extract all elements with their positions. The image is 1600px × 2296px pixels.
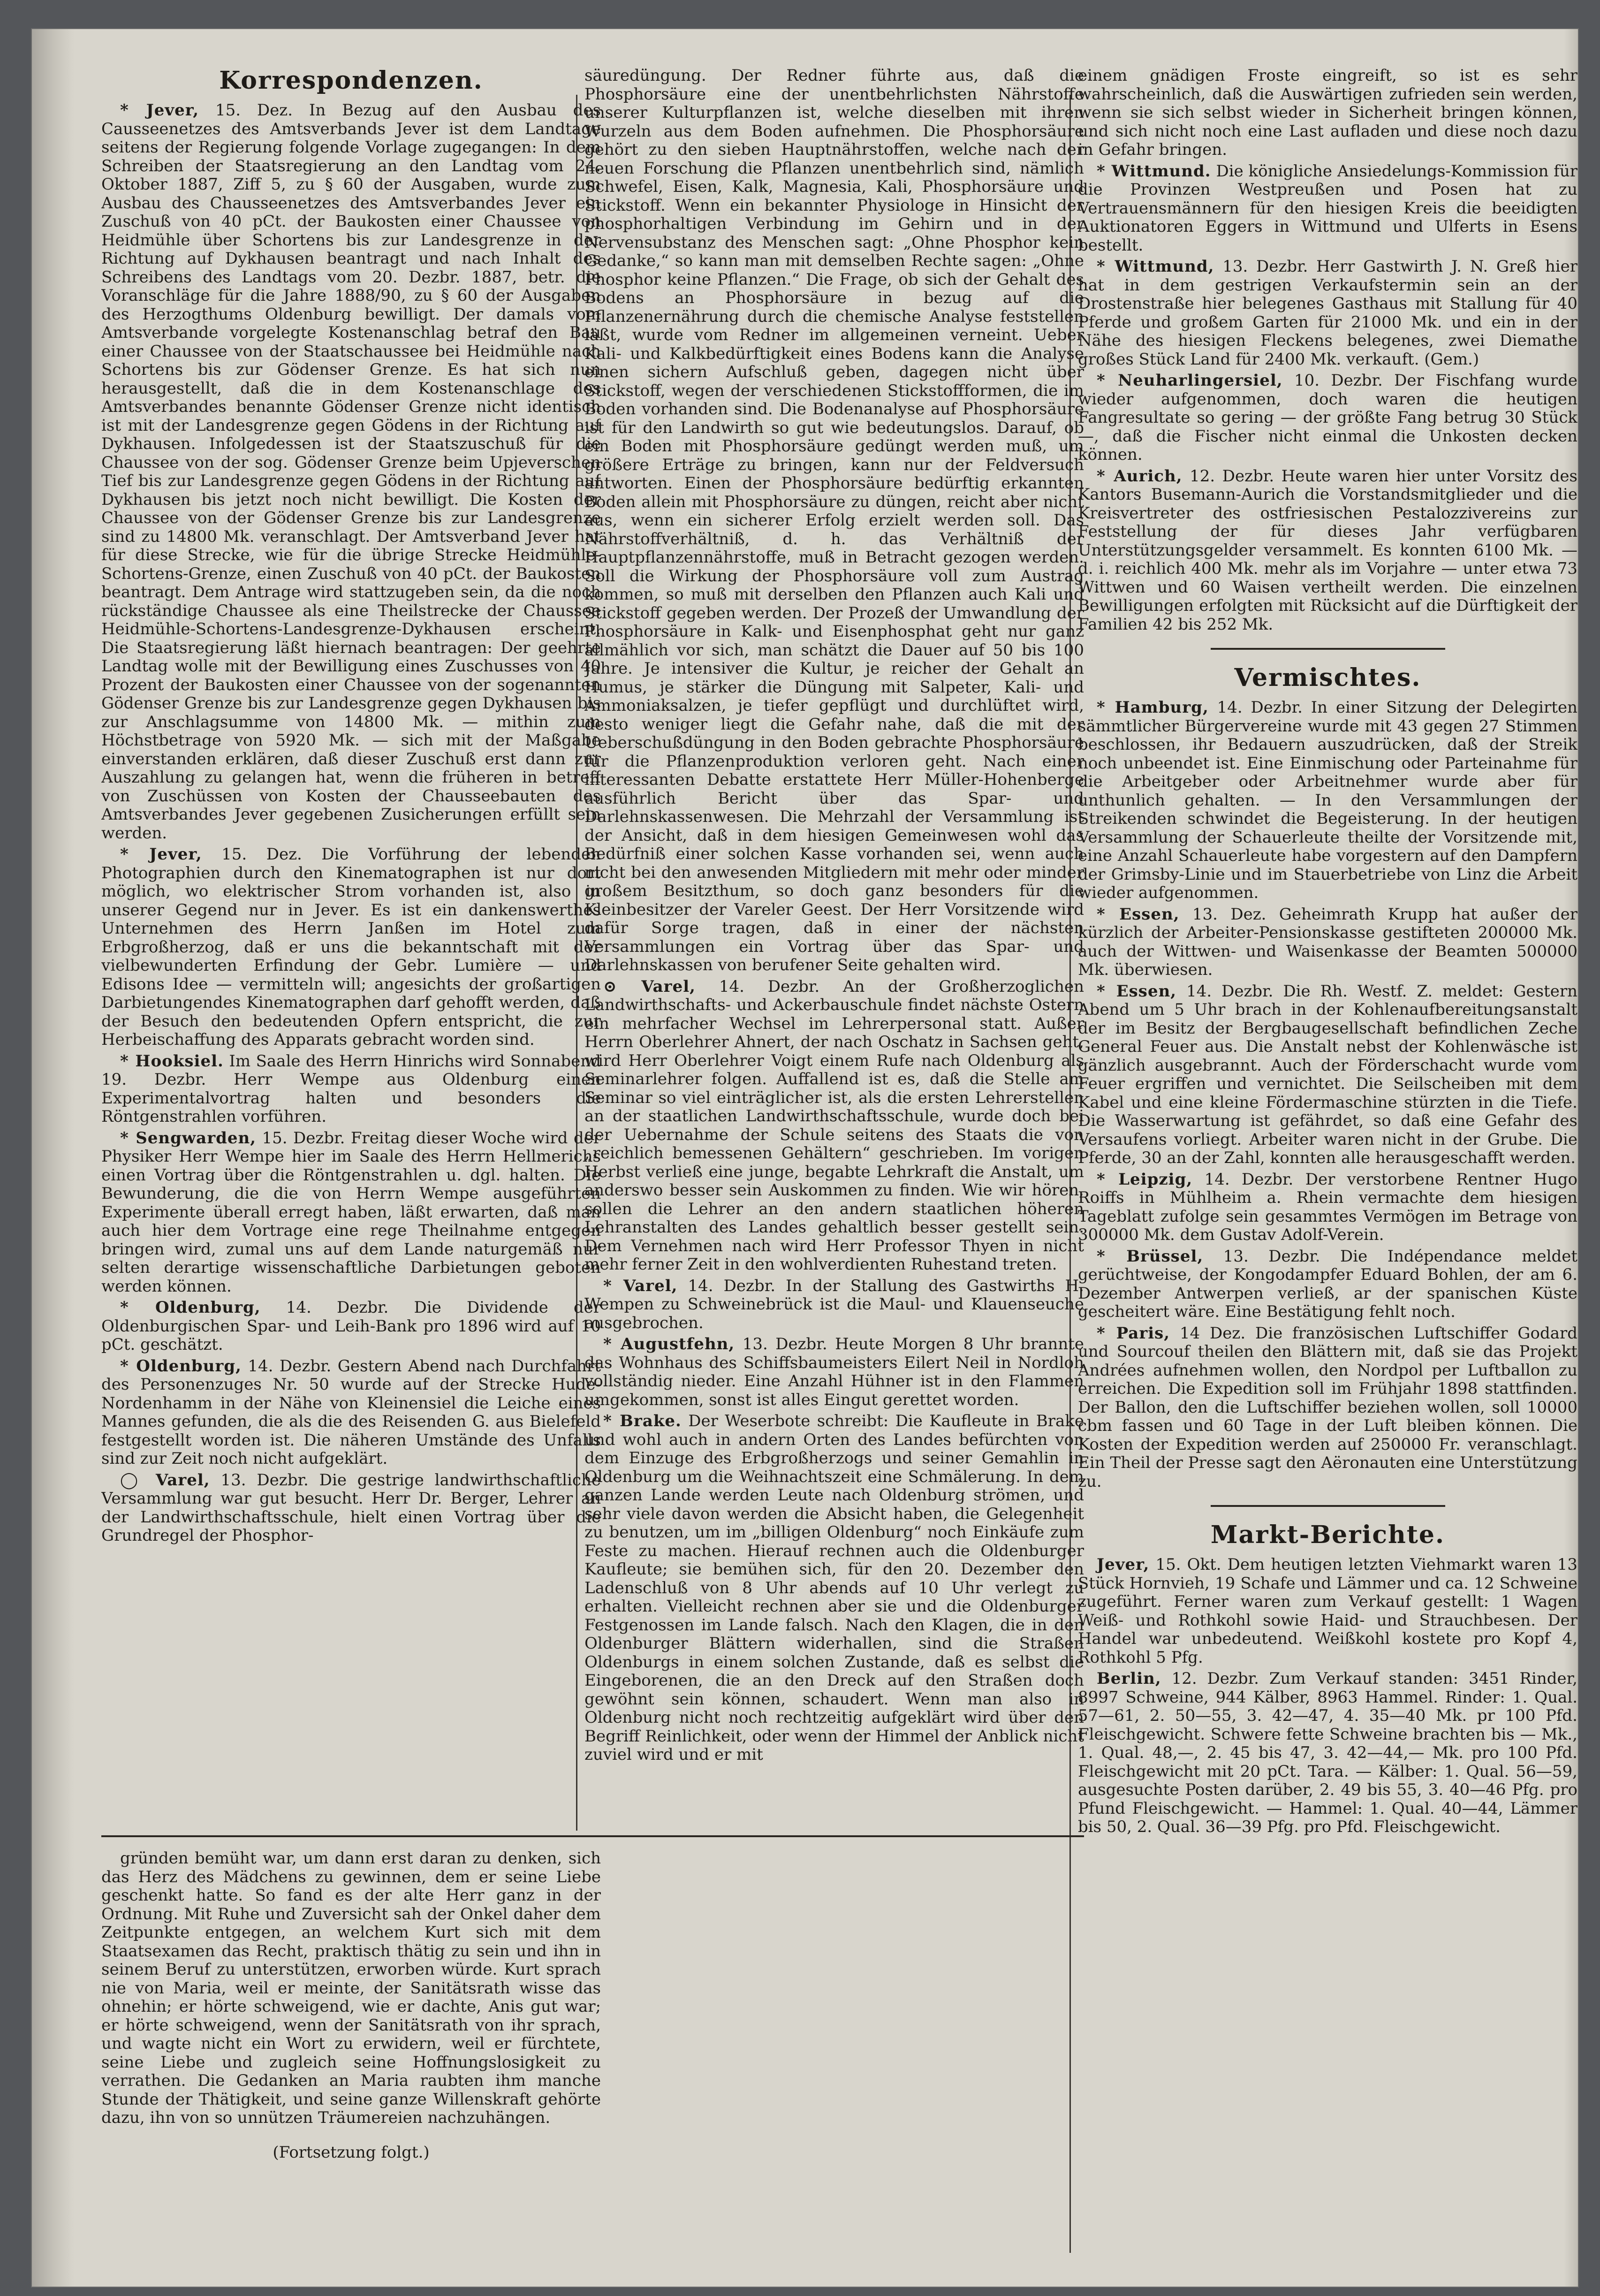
- article-dateline: * Leipzig,: [1097, 1170, 1193, 1189]
- article-dateline: * Varel,: [603, 1276, 678, 1295]
- article-dateline: * Oldenburg,: [120, 1298, 261, 1317]
- article-dateline: Berlin,: [1097, 1669, 1161, 1688]
- article-text: 15. Okt. Dem heutigen letzten Viehmarkt waren 13 Stück Hornvieh, 19 Schafe und Lämmer und ca. 12 Schweine zugeführt. Ferner waren zum Verkauf gestellt: 1 Wagen Weiß- und Rothkohl sowie Haid- und Strauchbesen. Der Handel war unbedeutend. Weißkohl kostete pro Kopf 4, Rothkohl 5 Pfg.: [1078, 1555, 1577, 1667]
- article-text: 13. Dezbr. Die gestrige landwirthschaftliche Versammlung war gut besucht. Herr Dr. Berger, Lehrer an der Landwirthschaftsschule, hielt einen Vortrag über die Grundregel der Phosphor-: [101, 1470, 601, 1545]
- article: [101, 101, 601, 843]
- article: [1078, 162, 1577, 255]
- section-rule: [1211, 648, 1445, 650]
- article-text: 14. Dezbr. In einer Sitzung der Delegirten sämmtlicher Bürgervereine wurde mit 43 gegen 27 Stimmen beschlossen, ihr Bedauern auszudrücken, daß der Streik noch unbeendet ist. Eine Einmischung oder Parteinahme für die Arbeitgeber oder Arbeitnehmer wurde aber für unthunlich gehalten. — In den Versammlungen der Streikenden schwindet die Begeisterung. In der heutigen Versammlung der Schauerleute theilte der Vorsitzende mit, eine Anzahl Schauerleute habe vorgestern auf den Dampfern der Grimsby-Linie und im Stauerbetriebe von Linz die Arbeit wieder aufgenommen.: [1078, 698, 1577, 902]
- article-dateline: * Brake.: [603, 1412, 682, 1430]
- article-list: [101, 101, 601, 1545]
- section-title-correspondence: Korrespondenzen.: [219, 67, 483, 95]
- article-text: 15. Dezbr. Freitag dieser Woche wird der Physiker Herr Wempe hier im Saale des Herrn Hellmerichs einen Vortrag über die Röntgenstrahlen u. dgl. halten. Die Bewunderung, die die von Herrn Wempe ausgeführten Experimente überall erregt haben, läßt erwarten, daß man auch hier dem Vortrage eine rege Theilnahme entgegen bringen wird, zumal uns auf dem Lande naturgemäß nur selten derartige wissenschaftliche Darbietungen geboten werden können.: [101, 1128, 601, 1296]
- article: [584, 1412, 1084, 1764]
- article-text: 14 Dez. Die französischen Luftschiffer Godard und Sourcouf theilen den Blättern mit, daß sie das Projekt Andrées aufnehmen wollen, den Nordpol per Luftballon zu erreichen. Die Expedition soll im Frühjahr 1898 stattfinden. Der Ballon, den die Luftschiffer beziehen wollen, soll 10000 cbm fassen und 60 Tage in der Luft bleiben können. Die Kosten der Expedition werden auf 250000 Fr. veranschlagt. Ein Theil der Presse sagt den Aëronauten eine Unterstützung zu.: [1078, 1323, 1577, 1491]
- article-text: 13. Dezbr. Heute Morgen 8 Uhr brannte das Wohnhaus des Schiffsbaumeisters Eilert Neil in Nordloh vollständig nieder. Eine Anzahl Hühner ist in den Flammen umgekommen, sonst ist alles Eingut gerettet worden.: [584, 1335, 1084, 1409]
- article-text: 12. Dezbr. Heute waren hier unter Vorsitz des Kantors Busemann-Aurich die Vorstandsmitglieder und die Kreisvertreter des ostfriesischen Pestalozzivereins zur Feststellung der für dieses Jahr verfügbaren Unterstützungsgelder versammelt. Es konnten 6100 Mk. — d. i. reichlich 400 Mk. mehr als im Vorjahre — unter etwa 73 Wittwen und 60 Waisen vertheilt werden. Die einzelnen Bewilligungen erfolgten mit Rücksicht auf die Dürftigkeit der Familien 42 bis 252 Mk.: [1078, 466, 1577, 634]
- article-text: einem gnädigen Froste eingreift, so ist es sehr wahrscheinlich, daß die Auswärtigen zufrieden sein werden, wenn sie sich selbst wieder in Sicherheit bringen können, und sich nicht noch eine Last aufladen und diese noch dazu in Gefahr bringen.: [1078, 67, 1577, 159]
- article-text: 13. Dez. Geheimrath Krupp hat außer der kürzlich der Arbeiter-Pensionskasse gestifteten 200000 Mk. auch der Wittwen- und Waisenkasse der Beamten 500000 Mk. überwiesen.: [1078, 905, 1577, 979]
- article-list: [1078, 1556, 1577, 1837]
- article-dateline: * Oldenburg,: [120, 1356, 242, 1376]
- article: [1078, 1171, 1577, 1245]
- article-list: [1078, 67, 1577, 634]
- article-list: [1078, 699, 1577, 1491]
- article: [1078, 982, 1577, 1168]
- article-dateline: * Essen,: [1097, 981, 1177, 1001]
- article: [1078, 905, 1577, 980]
- article-dateline: Jever,: [1097, 1555, 1150, 1574]
- article-text: 14. Dezbr. Gestern Abend nach Durchfahrt des Personenzuges Nr. 50 wurde auf der Strecke Hude-Nordenhamm in der Nähe von Kleinensiel die Leiche eines Mannes gefunden, die als die des Reisenden G. aus Bielefeld festgestellt worden ist. Die näheren Umstände des Unfalls sind zur Zeit noch nicht aufgeklärt.: [101, 1356, 601, 1468]
- article-dateline: * Jever,: [120, 845, 202, 864]
- section-title-market: Markt-Berichte.: [1210, 1521, 1445, 1549]
- article-text: 14. Dezbr. Die Dividende der Oldenburgischen Spar- und Leih-Bank pro 1896 wird auf 10 pCt. geschätzt.: [101, 1298, 601, 1354]
- article: [1078, 1670, 1577, 1837]
- article: [584, 67, 1084, 975]
- article-text: 14. Dezbr. Die Rh. Westf. Z. meldet: Gestern Abend um 5 Uhr brach in der Kohlenaufbereitungsanstalt der im Besitz der Bergbaugesellschaft befindlichen Zeche General Feuer aus. Die Anstalt nebst der Kohlenwäsche ist gänzlich ausgebrannt. Auch der Förderschacht wurde vom Feuer ergriffen und vernichtet. Die Seilscheiben mit dem Kabel und eine kleine Fördermaschine stürzten in die Tiefe. Die Wasserwartung ist gefährdet, so daß eine Gefahr des Versaufens vorliegt. Arbeiter waren nicht in der Grube. Die Pferde, 30 an der Zahl, konnten alle herausgeschafft werden.: [1078, 981, 1577, 1167]
- article-text: 13. Dezbr. Die Indépendance meldet gerüchtweise, der Kongodampfer Eduard Bohlen, der am 6. Dezember Antwerpen verließ, ar der spanischen Küste gescheitert wäre. Eine Bestätigung fehlt noch.: [1078, 1247, 1577, 1321]
- column-1: [101, 67, 601, 1826]
- article-dateline: * Hamburg,: [1097, 698, 1209, 717]
- article: [1078, 1556, 1577, 1667]
- article-text: Der Weserbote schreibt: Die Kaufleute in Brake und wohl auch in andern Orten des Landes befürchten von dem Einzuge des Erbgroßherzogs und seiner Gemahlin in Oldenburg um die Weihnachtszeit eine Schmälerung. In dem ganzen Lande werden Leute nach Oldenburg strömen, und sehr viele davon werden die Absicht haben, die Gelegenheit zu benutzen, um im „billigen Oldenburg“ noch Einkäufe zum Feste zu machen. Hierauf rechnen auch die Oldenburger Kaufleute; sie bemühen sich, für den 20. Dezember den Ladenschluß von 8 Uhr abends auf 10 Uhr verlegt zu erhalten. Vielleicht rechnen aber sie und die Oldenburger Festgenossen im Lande falsch. Nach den Klagen, die in den Oldenburger Blättern widerhallen, sind die Straßen Oldenburgs in einem solchen Zustande, daß es selbst die Eingeborenen, die an den Dreck auf den Straßen doch gewöhnt sein können, schaudert. Wenn man also in Oldenburg nicht noch rechtzeitig aufgeklärt wird über den Begriff Reinlichkeit, oder wenn der Himmel der Anblick nicht zuviel wird und er mit: [584, 1412, 1084, 1764]
- article-dateline: * Hooksiel.: [120, 1051, 224, 1071]
- article-dateline: * Augustfehn,: [603, 1335, 735, 1353]
- article-dateline: * Aurich,: [1097, 466, 1183, 486]
- article-dateline: * Essen,: [1097, 905, 1180, 924]
- article-dateline: * Jever,: [120, 101, 199, 120]
- article-dateline: * Wittmund,: [1097, 257, 1214, 276]
- article: [584, 1277, 1084, 1333]
- article-text: 14. Dezbr. An der Großherzoglichen Landwirthschafts- und Ackerbauschule findet nächste Ostern ein mehrfacher Wechsel im Lehrerpersonal statt. Außer Herrn Oberlehrer Ahnert, der nach Oschatz in Sachsen geht, wird Herr Oberlehrer Voigt einem Rufe nach Oldenburg als Seminarlehrer folgen. Auffallend ist es, daß die Stelle am Seminar so viel einträglicher ist, als die ersten Lehrerstellen an der staatlichen Landwirthschaftsschule, wurde doch bei der Uebernahme der Schule seitens des Staats die von „reichlich bemessenen Gehältern“ geschrieben. Im vorigen Herbst verließ eine junge, begabte Lehrkraft die Anstalt, um anderswo besser sein Auskommen zu finden. Wie wir hören, sollen die Lehrer an den andern staatlichen höheren Lehranstalten des Landes gehaltlich besser gestellt sein. Dem Vernehmen nach wird Herr Professor Thyen in nicht mehr ferner Zeit in den wohlverdienten Ruhestand treten.: [584, 977, 1084, 1274]
- article-text: Die königliche Ansiedelungs-Kommission für die Provinzen Westpreußen und Posen hat zu Vertrauensmännern für den hiesigen Kreis die beeidigten Auktionatoren Eggers in Wittmund und Ulferts in Esens bestellt.: [1078, 161, 1577, 255]
- article: [1078, 67, 1577, 160]
- column-2: [584, 67, 1084, 2037]
- article: [101, 1299, 601, 1354]
- article-text: Im Saale des Herrn Hinrichs wird Sonnabend 19. Dezbr. Herr Wempe aus Oldenburg einen Experimentalvortrag halten und besonders die Röntgenstrahlen vorführen.: [101, 1051, 601, 1126]
- article-dateline: * Brüssel,: [1097, 1247, 1204, 1266]
- section-title-misc: Vermischtes.: [1234, 663, 1421, 692]
- article: [1078, 1247, 1577, 1322]
- article-dateline: * Neuharlingersiel,: [1097, 371, 1283, 390]
- article-text: 15. Dez. Die Vorführung der lebenden Photographien durch den Kinematographen ist nur dort möglich, wo elektrischer Strom vorhanden ist, also in unserer Gegend nur in Jever. Es ist ein dankenswerthes Unternehmen des Herrn Janßen im Hotel zum Erbgroßherzog, daß er uns die bekanntschaft mit der vielbewunderten Erfindung der Gebr. Lumière — und Edisons Idee — vermitteln will; angesichts der großartigen Darbietungendes Kinematographen darf gehofft werden, daß der Besuch den bedeutenden Opfern entspricht, die zur Herbeischaffung des Apparats gebracht worden sind.: [101, 845, 601, 1049]
- continued-note: (Fortsetzung folgt.): [273, 2143, 430, 2162]
- article: [101, 1052, 601, 1126]
- article: [1078, 467, 1577, 634]
- article-dateline: ◯ Varel,: [120, 1470, 210, 1490]
- article-dateline: * Wittmund.: [1097, 161, 1211, 181]
- section-rule: [1211, 1505, 1445, 1507]
- feuilleton-column: [101, 1849, 601, 2272]
- article: [1078, 699, 1577, 903]
- feuilleton-text: gründen bemüht war, um dann erst daran zu denken, sich das Herz des Mädchens zu gewinnen, dem er seine Liebe geschenkt hatte. So fand es der alte Herr ganz in der Ordnung. Mit Ruhe und Zuversicht sah der Onkel daher dem Zeitpunkte entgegen, an welchem Kurt sich mit dem Staatsexamen das Recht, praktisch thätig zu sein und ihn in seinem Beruf zu unterstützen, erworben würde. Kurt sprach nie von Maria, weil er meinte, der Sanitätsrath wisse das ohnehin; er hörte schweigend, wie er dachte, Anis gut war; er hörte schweigend, wenn der Sanitätsrath von ihr sprach, und wagte nicht ein Wort zu erwidern, weil er fürchtete, seine Liebe und zugleich seine Hoffnungslosigkeit zu verrathen. Die Gedanken an Maria raubten ihm manche Stunde der Thätigkeit, und seine ganze Willenskraft gehörte dazu, ihn von so unnützen Träumereien nachzuhängen.: [101, 1849, 601, 2127]
- article-list: [584, 67, 1084, 1764]
- article-text: 14. Dezbr. In der Stallung des Gastwirths H. Wempen zu Schweinebrück ist die Maul- und Klauenseuche ausgebrochen.: [584, 1276, 1084, 1332]
- article-text: säuredüngung. Der Redner führte aus, daß die Phosphorsäure eine der unentbehrlichsten Nährstoffe unserer Kulturpflanzen ist, welche dieselben mit ihren Wurzeln aus dem Boden aufnehmen. Die Phosphorsäure gehört zu den sieben Hauptnährstoffen, welche nach der neuen Forschung die Pflanzen unentbehrlich sind, nämlich Schwefel, Eisen, Kalk, Magnesia, Kali, Phosphorsäure und Stickstoff. Wenn ein bekannter Physiologe in Hinsicht der phosphorhaltigen Verbindung im Gehirn und in der Nervensubstanz des Menschen sagt: „Ohne Phosphor kein Gedanke,“ so kann man mit demselben Rechte sagen: „Ohne Phosphor keine Pflanzen.“ Die Frage, ob sich der Gehalt des Bodens an Phosphorsäure in bezug auf die Pflanzenernährung durch die chemische Analyse feststellen läßt, wurde vom Redner im allgemeinen verneint. Ueber Kali- und Kalkbedürftigkeit eines Bodens kann die Analyse einen sichern Aufschluß geben, dagegen nicht über Stickstoff, wegen der verschiedenen Stickstoffformen, die im Boden vorhanden sind. Die Bodenanalyse auf Phosphorsäure ist für den Landwirth so gut wie bedeutungslos. Darauf, ob ein Boden mit Phosphorsäure gedüngt werden muß, um größere Erträge zu bringen, kann nur der Feldversuch antworten. Einen der Phosphorsäure bedürftig erkannten Boden allein mit Phosphorsäure zu düngen, reicht aber nicht aus, wenn ein sicherer Erfolg erzielt werden soll. Das Nährstoffverhältniß, d. h. das Verhältniß der Hauptpflanzennährstoffe, muß in Betracht gezogen werden. Soll die Wirkung der Phosphorsäure voll zum Austrag kommen, so muß mit derselben den Pflanzen auch Kali und Stickstoff gegeben werden. Der Prozeß der Umwandlung der Phosphorsäure in Kalk- und Eisenphosphat geht nur ganz allmählich vor sich, man schätzt die Dauer auf 50 bis 100 Jahre. Je intensiver die Kultur, je reicher der Gehalt an Humus, je stärker die Düngung mit Salpeter, Kali- und Ammoniaksalzen, je tiefer gepflügt und durchlüftet wird, desto weniger liegt die Gefahr nahe, daß die mit der Ueberschußdüngung in den Boden gebrachte Phosphorsäure für die Pflanzenproduktion verloren geht. Nach einer interessanten Debatte erstattete Herr Müller-Hohenberge ausführlich Bericht über das Spar- und Darlehnskassenwesen. Die Mehrzahl der Versammlung ist der Ansicht, daß in dem hiesigen Gemeinwesen wohl das Bedürfniß einer solchen Kasse vorhanden sei, wenn auch nicht bei den anwesenden Mitgliedern mit mehr oder minder großem Besitzthum, so doch ganz besonders für die Kleinbesitzer der Vareler Geest. Der Herr Vorsitzende wird dafür Sorge tragen, daß in einer der nächsten Versammlungen ein Vortrag über das Spar- und Darlehnskassen von berufener Seite gehalten wird.: [584, 67, 1084, 974]
- article: [101, 1129, 601, 1296]
- article-text: 15. Dez. In Bezug auf den Ausbau des Causseenetzes des Amtsverbands Jever ist dem Landtage seitens der Regierung folgende Vorlage zugegangen: In dem Schreiben der Staatsregierung an den Landtag vom 24. Oktober 1887, Ziff 5, zu § 60 der Ausgaben, wurde zum Ausbau des Chausseenetzes des Amtsverbandes Jever ein Zuschuß von 40 pCt. der Baukosten einer Chaussee von Heidmühle über Schortens bis zur Landesgrenze in der Richtung auf Dykhausen beantragt und nach Inhalt des Schreibens des Landtags vom 20. Dezbr. 1887, betr. die Voranschläge für die Jahre 1888/90, zu § 60 der Ausgaben des Herzogthums Oldenburg bewilligt. Der damals vom Amtsverbande vorgelegte Kostenanschlag betraf den Bau einer Chaussee von der Staatschaussee bei Heidmühle nach Schortens bis zur Gödenser Grenze. Es hat sich nun herausgestellt, daß die in dem Kostenanschlage des Amtsverbandes benannte Gödenser Grenze nicht identisch ist mit der Landesgrenze gegen Gödens in der Richtung auf Dykhausen. Infolgedessen ist der Staatszuschuß für die Chaussee von der sog. Gödenser Grenze beim Upjeverschen Tief bis zur Landesgrenze gegen Gödens in der Richtung auf Dykhausen bis jetzt noch nicht bewilligt. Die Kosten der Chaussee von der Gödenser Grenze bis zur Landesgrenze sind zu 14800 Mk. veranschlagt. Der Amtsverband Jever hat für diese Strecke, wie für die übrige Strecke Heidmühle-Schortens-Grenze, einen Zuschuß von 40 pCt. der Baukosten beantragt. Dem Antrage wird stattzugeben sein, da die noch rückständige Chaussee als eine Theilstrecke der Chaussee Heidmühle-Schortens-Landesgrenze-Dykhausen erscheint. Die Staatsregierung läßt hiernach beantragen: Der geehrte Landtag wolle mit der Bewilligung eines Zuschusses von 40 Prozent der Baukosten einer Chaussee von der sogenannten Gödenser Grenze bis zur Landesgrenze gegen Dykhausen bis zur Anschlagsumme von 14800 Mk. — mithin zum Höchstbetrage von 5920 Mk. — sich mit der Maßgabe einverstanden erklären, daß dieser Zuschuß erst dann zur Auszahlung zu gelangen hat, wenn die früheren in betreff von Zuschüssen von Kosten der Chausseebauten des Amtsverbandes Jever gegebenen Zusicherungen erfüllt sein werden.: [101, 101, 601, 843]
- article: [1078, 258, 1577, 369]
- newspaper-page: [32, 29, 1578, 2287]
- article: [584, 978, 1084, 1274]
- article: [101, 845, 601, 1049]
- article-text: 14. Dezbr. Der verstorbene Rentner Hugo Roiffs in Mühlheim a. Rhein vermachte dem hiesigen Tageblatt zufolge sein gesammtes Vermögen im Betrage von 300000 Mk. dem Gustav Adolf-Verein.: [1078, 1170, 1577, 1244]
- article-text: 12. Dezbr. Zum Verkauf standen: 3451 Rinder, 8997 Schweine, 944 Kälber, 8963 Hammel. Rinder: 1. Qual. 57—61, 2. 50—55, 3. 42—47, 4. 35—40 Mk. pr 100 Pfd. Fleischgewicht. Schwere fette Schweine brachten bis — Mk., 1. Qual. 48,—, 2. 45 bis 47, 3. 42—44,— Mk. pro 100 Pfd. Fleischgewicht mit 20 pCt. Tara. — Kälber: 1. Qual. 56—59, ausgesuchte Posten darüber, 2. 49 bis 55, 3. 40—46 Pfg. pro Pfund Fleischgewicht. — Hammel: 1. Qual. 40—44, Lämmer bis 50, 2. Qual. 36—39 Pfg. pro Pfd. Fleischgewicht.: [1078, 1669, 1577, 1836]
- article: [101, 1471, 601, 1545]
- article: [1078, 1324, 1577, 1491]
- column-3: [1078, 67, 1577, 2272]
- article-text: 13. Dezbr. Herr Gastwirth J. N. Greß hier hat in dem gestrigen Verkaufstermin sein an der Drostenstraße hier belegenes Gasthaus mit Stallung für 40 Pferde und großem Garten für 21000 Mk. und ein in der Nähe des hiesigen Fleckens belegenes, zwei Diemathe großes Stück Land für 2400 Mk. verkauft. (Gem.): [1078, 257, 1577, 369]
- article: [584, 1335, 1084, 1409]
- binding-gutter: [32, 29, 74, 2287]
- article-dateline: ⊙ Varel,: [603, 977, 696, 996]
- article-dateline: * Paris,: [1097, 1323, 1170, 1343]
- article: [1078, 372, 1577, 464]
- article-dateline: * Sengwarden,: [120, 1128, 257, 1148]
- article: [101, 1357, 601, 1468]
- article-text: 10. Dezbr. Der Fischfang wurde wieder aufgenommen, doch waren die heutigen Fangresultate so gering — der größte Fang betrug 30 Stück —, daß die Fischer nicht einmal die Unkosten decken können.: [1078, 371, 1577, 464]
